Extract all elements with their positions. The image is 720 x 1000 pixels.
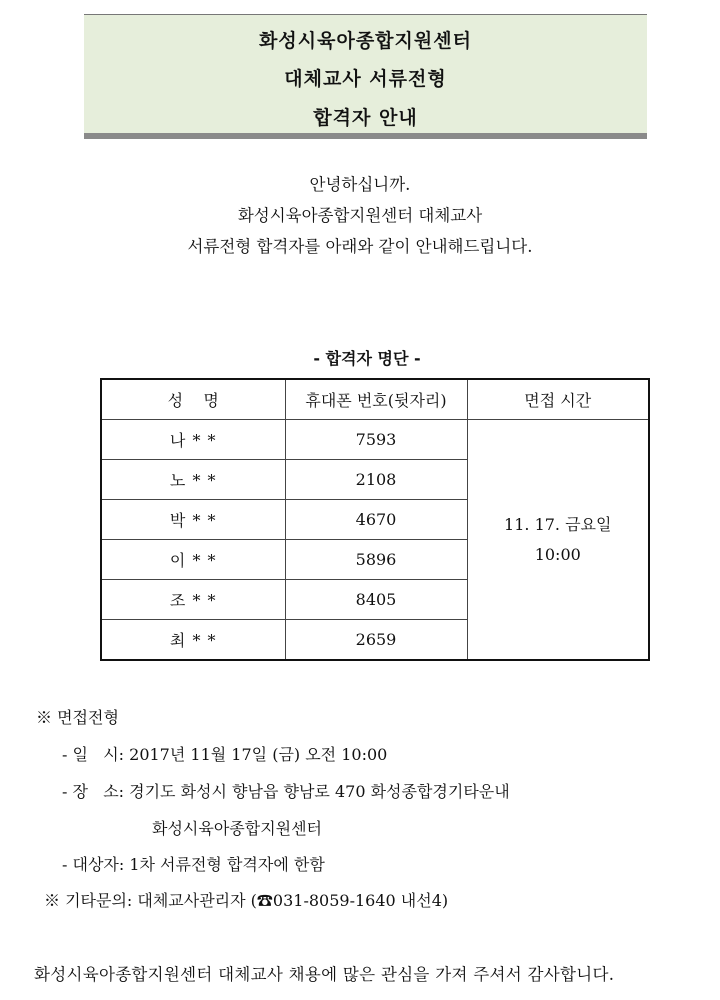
interview-date-line: - 일 시: 2017년 11월 17일 (금) 오전 10:00 — [62, 745, 388, 764]
title-banner — [84, 14, 647, 139]
interview-time: 10:00 — [534, 544, 581, 564]
greeting-line-1: 안녕하십니까. — [309, 175, 411, 194]
table-row — [101, 420, 649, 460]
title-line-2: 대체교사 서류전형 — [284, 68, 447, 90]
roster-table — [100, 378, 650, 661]
interview-target-line: - 대상자: 1차 서류전형 합격자에 한함 — [62, 855, 325, 874]
applicant-phone: 2108 — [285, 460, 467, 500]
roster-title: - 합격자 명단 - — [313, 349, 421, 368]
applicant-name: 박 * * — [101, 500, 285, 540]
applicant-name: 최 * * — [101, 620, 285, 661]
applicant-phone: 7593 — [285, 420, 467, 460]
interview-time-cell — [467, 420, 649, 661]
contact-line: ※ 기타문의: 대체교사관리자 (☎031-8059-1640 내선4) — [44, 891, 449, 910]
greeting-line-2: 화성시육아종합지원센터 대체교사 — [237, 206, 483, 225]
closing-message: 화성시육아종합지원센터 대체교사 채용에 많은 관심을 가져 주셔서 감사합니다. — [34, 965, 615, 984]
applicant-name: 조 * * — [101, 580, 285, 620]
interview-place-line-2: 화성시육아종합지원센터 — [152, 819, 323, 838]
title-line-3: 합격자 안내 — [313, 107, 418, 129]
applicant-name: 나 * * — [101, 420, 285, 460]
title-line-1: 화성시육아종합지원센터 — [259, 30, 472, 52]
applicant-phone: 4670 — [285, 500, 467, 540]
interview-place-line: - 장 소: 경기도 화성시 향남읍 향남로 470 화성종합경기타운내 — [62, 782, 510, 801]
column-header-interview-time: 면접 시간 — [467, 379, 649, 420]
column-header-name: 성 명 — [101, 379, 285, 420]
applicant-phone: 5896 — [285, 540, 467, 580]
applicant-phone: 8405 — [285, 580, 467, 620]
interview-date: 11. 17. 금요일 — [504, 514, 612, 534]
applicant-name: 노 * * — [101, 460, 285, 500]
table-header-row — [101, 379, 649, 420]
applicant-phone: 2659 — [285, 620, 467, 661]
column-header-phone: 휴대폰 번호(뒷자리) — [285, 379, 467, 420]
applicant-name: 이 * * — [101, 540, 285, 580]
interview-section-heading: ※ 면접전형 — [36, 708, 119, 727]
greeting-line-3: 서류전형 합격자를 아래와 같이 안내해드립니다. — [187, 237, 533, 256]
